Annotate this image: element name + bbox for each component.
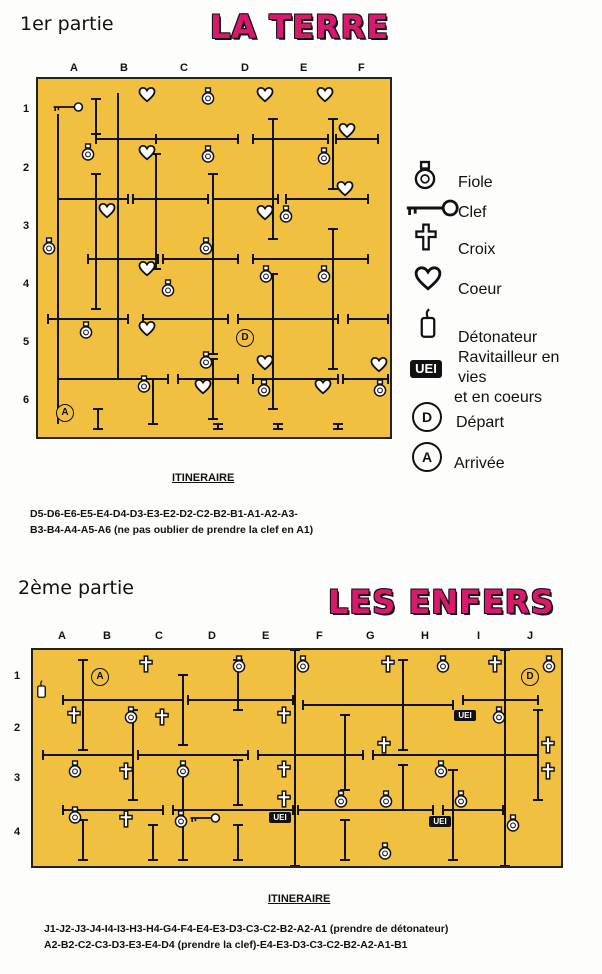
legend-fiole-label: Fiole (458, 174, 493, 191)
fiole-icon (541, 655, 557, 673)
part1-itinerary-heading: ITINERAIRE (172, 472, 235, 484)
ravitailleur-icon: UEI (454, 710, 476, 721)
coeur-icon (370, 357, 388, 373)
coeur-icon (194, 379, 212, 395)
fiole-icon (295, 655, 311, 673)
fiole-icon (78, 321, 94, 339)
column-label-e: E (300, 62, 308, 74)
fiole-icon (67, 806, 83, 824)
fiole-icon (435, 655, 451, 673)
column-label-j: J (527, 630, 534, 642)
fiole-icon (175, 760, 191, 778)
fiole-icon (372, 379, 388, 397)
croix-icon (155, 708, 169, 726)
arrivee-marker: A (56, 404, 74, 422)
croix-icon (541, 736, 555, 754)
fiole-icon (453, 790, 469, 808)
fiole-icon (173, 810, 189, 828)
part2-label: 2ème partie (18, 577, 134, 599)
row-label-4: 4 (14, 826, 21, 838)
column-label-h: H (421, 630, 429, 642)
legend (400, 150, 600, 480)
fiole-icon (41, 237, 57, 255)
row-label-2: 2 (14, 722, 21, 734)
coeur-icon (316, 87, 334, 103)
legend-detonateur-label: Détonateur (458, 329, 538, 346)
fiole-icon (200, 87, 216, 105)
column-label-f: F (358, 62, 365, 74)
fiole-icon (333, 790, 349, 808)
legend-clef-label: Clef (458, 204, 487, 221)
row-label-3: 3 (14, 772, 21, 784)
fiole-icon (505, 814, 521, 832)
coeur-icon (314, 379, 332, 395)
column-label-i: I (477, 630, 481, 642)
fiole-icon (258, 265, 274, 283)
legend-depart-label: Départ (456, 414, 505, 431)
depart-icon-letter: D (421, 409, 433, 425)
depart-marker: D (236, 329, 254, 347)
fiole-icon (231, 655, 247, 673)
part1-itinerary-line1: D5-D6-E6-E5-E4-D4-D3-E3-E2-D2-C2-B2-B1-A1-A2-A3- (30, 508, 298, 520)
row-label-6: 6 (23, 394, 30, 406)
croix-icon (415, 222, 437, 252)
croix-icon (119, 762, 133, 780)
column-label-c: C (155, 630, 163, 642)
fiole-icon (278, 205, 294, 223)
column-label-g: G (366, 630, 375, 642)
legend-ravitailleur-label (454, 348, 560, 408)
fiole-icon (67, 760, 83, 778)
fiole-icon (136, 375, 152, 393)
legend-croix-label: Croix (458, 241, 496, 258)
croix-icon (277, 706, 291, 724)
part1-label: 1er partie (20, 13, 114, 35)
depart-marker: D (521, 668, 539, 686)
croix-icon (541, 762, 555, 780)
row-label-3: 3 (23, 220, 30, 232)
croix-icon (277, 790, 291, 808)
fiole-icon (123, 706, 139, 724)
detonateur-icon (36, 680, 47, 698)
fiole-icon (160, 279, 176, 297)
fiole-icon (412, 160, 438, 190)
column-label-d: D (208, 630, 216, 642)
legend-arrivee-label: Arrivée (454, 455, 505, 472)
detonateur-icon (419, 308, 437, 338)
board2-walls (33, 650, 561, 866)
coeur-icon (98, 203, 116, 219)
fiole-icon (200, 145, 216, 163)
depart-icon (412, 402, 442, 432)
part1-itinerary (30, 506, 313, 539)
croix-icon (277, 760, 291, 778)
fiole-icon (433, 760, 449, 778)
ravitailleur-icon: UEI (429, 816, 451, 827)
legend-ravitailleur-line3: et en coeurs (454, 389, 543, 406)
column-label-b: B (120, 62, 128, 74)
coeur-icon (138, 87, 156, 103)
ravitailleur-icon: UEI (410, 360, 442, 378)
croix-icon (119, 810, 133, 828)
part2-itinerary (44, 921, 448, 954)
fiole-icon (491, 706, 507, 724)
coeur-icon (256, 205, 274, 221)
column-label-b: B (103, 630, 111, 642)
column-label-e: E (262, 630, 270, 642)
part2-itinerary-line2: A2-B2-C2-C3-D3-E3-E4-D4 (prendre la clef)-E4-E3-D3-C3-C2-B2-A2-A1-B1 (44, 939, 408, 952)
part1-itinerary-line2: B3-B4-A4-A5-A6 (ne pas oublier de prendre la clef en A1) (30, 524, 314, 537)
column-label-d: D (241, 62, 249, 74)
fiole-icon (198, 237, 214, 255)
croix-icon (381, 655, 395, 673)
coeur-icon (256, 355, 274, 371)
fiole-icon (316, 147, 332, 165)
arrivee-icon (412, 442, 442, 472)
board-les-enfers (31, 648, 563, 868)
coeur-icon (138, 321, 156, 337)
column-label-a: A (70, 62, 78, 74)
croix-icon (377, 736, 391, 754)
part1-title: LA TERRE (210, 8, 390, 46)
fiole-icon (377, 842, 393, 860)
coeur-icon (138, 145, 156, 161)
part2-itinerary-heading: ITINERAIRE (268, 893, 331, 905)
fiole-icon (198, 351, 214, 369)
column-label-a: A (58, 630, 66, 642)
clef-icon (52, 101, 84, 113)
coeur-icon (414, 266, 442, 292)
clef-icon (189, 812, 221, 824)
column-label-c: C (180, 62, 188, 74)
coeur-icon (336, 181, 354, 197)
ravitailleur-icon: UEI (269, 812, 291, 823)
row-label-1: 1 (23, 103, 30, 115)
croix-icon (67, 706, 81, 724)
arrivee-icon-letter: A (421, 449, 433, 465)
column-label-f: F (316, 630, 323, 642)
coeur-icon (338, 123, 356, 139)
row-label-2: 2 (23, 162, 30, 174)
board-la-terre (36, 77, 392, 439)
fiole-icon (80, 143, 96, 161)
clef-icon (404, 198, 460, 218)
legend-coeur-label: Coeur (458, 281, 502, 298)
fiole-icon (378, 790, 394, 808)
croix-icon (488, 655, 502, 673)
row-label-5: 5 (23, 336, 30, 348)
row-label-1: 1 (14, 670, 21, 682)
part2-title: LES ENFERS (328, 583, 555, 621)
fiole-icon (316, 265, 332, 283)
coeur-icon (256, 87, 274, 103)
croix-icon (139, 655, 153, 673)
part2-itinerary-line1: J1-J2-J3-J4-I4-I3-H3-H4-G4-F4-E4-E3-D3-C3-C2-B2-A2-A1 (prendre de détonateur) (44, 923, 449, 935)
coeur-icon (138, 261, 156, 277)
fiole-icon (256, 379, 272, 397)
row-label-4: 4 (23, 278, 30, 290)
legend-ravitailleur-line2: vies (458, 369, 487, 386)
legend-ravitailleur-line1: Ravitailleur en (458, 349, 560, 366)
arrivee-marker: A (91, 668, 109, 686)
